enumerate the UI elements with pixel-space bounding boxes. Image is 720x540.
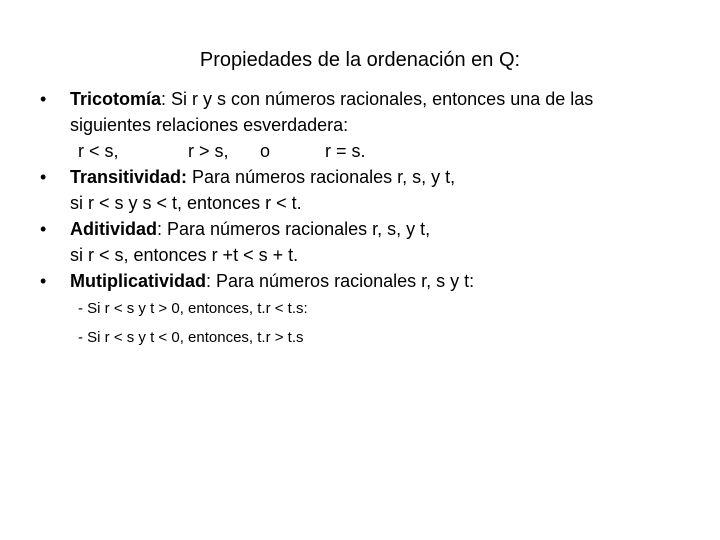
bullet-icon: •	[40, 219, 47, 239]
bullet-icon: •	[40, 89, 47, 109]
list-item-transitividad	[40, 164, 710, 216]
item-term: Tricotomía	[70, 89, 162, 109]
sub-list	[40, 294, 710, 352]
list-item-aditividad	[40, 216, 710, 268]
relation-greater: r > s,	[188, 141, 229, 161]
item-line	[70, 164, 710, 190]
list-item-multiplicatividad	[40, 268, 710, 294]
relation-less: r < s,	[78, 141, 119, 161]
item-term: Transitividad:	[70, 167, 188, 187]
item-text: : Para números racionales r, s y t:	[206, 271, 475, 291]
item-text: Para números racionales r, s, y t,	[187, 167, 456, 187]
item-line: si r < s, entonces r +t < s + t.	[70, 245, 299, 265]
item-text: : Para números racionales r, s, y t,	[157, 219, 431, 239]
relations-line	[70, 138, 710, 164]
item-line	[70, 216, 710, 242]
item-term: Mutiplicatividad	[70, 271, 207, 291]
sub-item: - Si r < s y t > 0, entonces, t.r < t.s:	[78, 300, 308, 317]
property-list	[40, 86, 710, 352]
list-item-tricotomia	[40, 86, 710, 164]
item-line: siguientes relaciones esverdadera:	[70, 115, 349, 135]
relation-or: o	[260, 141, 271, 161]
bullet-icon: •	[40, 167, 47, 187]
item-line	[70, 86, 710, 112]
relation-equal: r = s.	[325, 141, 366, 161]
item-term: Aditividad	[70, 219, 158, 239]
bullet-icon: •	[40, 271, 47, 291]
item-text: : Si r y s con números racionales, entonces una de las	[161, 89, 594, 109]
item-line	[70, 268, 710, 294]
slide-title: Propiedades de la ordenación en Q:	[199, 49, 521, 71]
item-line: si r < s y s < t, entonces r < t.	[70, 193, 302, 213]
sub-item: - Si r < s y t < 0, entonces, t.r > t.s	[78, 329, 304, 346]
